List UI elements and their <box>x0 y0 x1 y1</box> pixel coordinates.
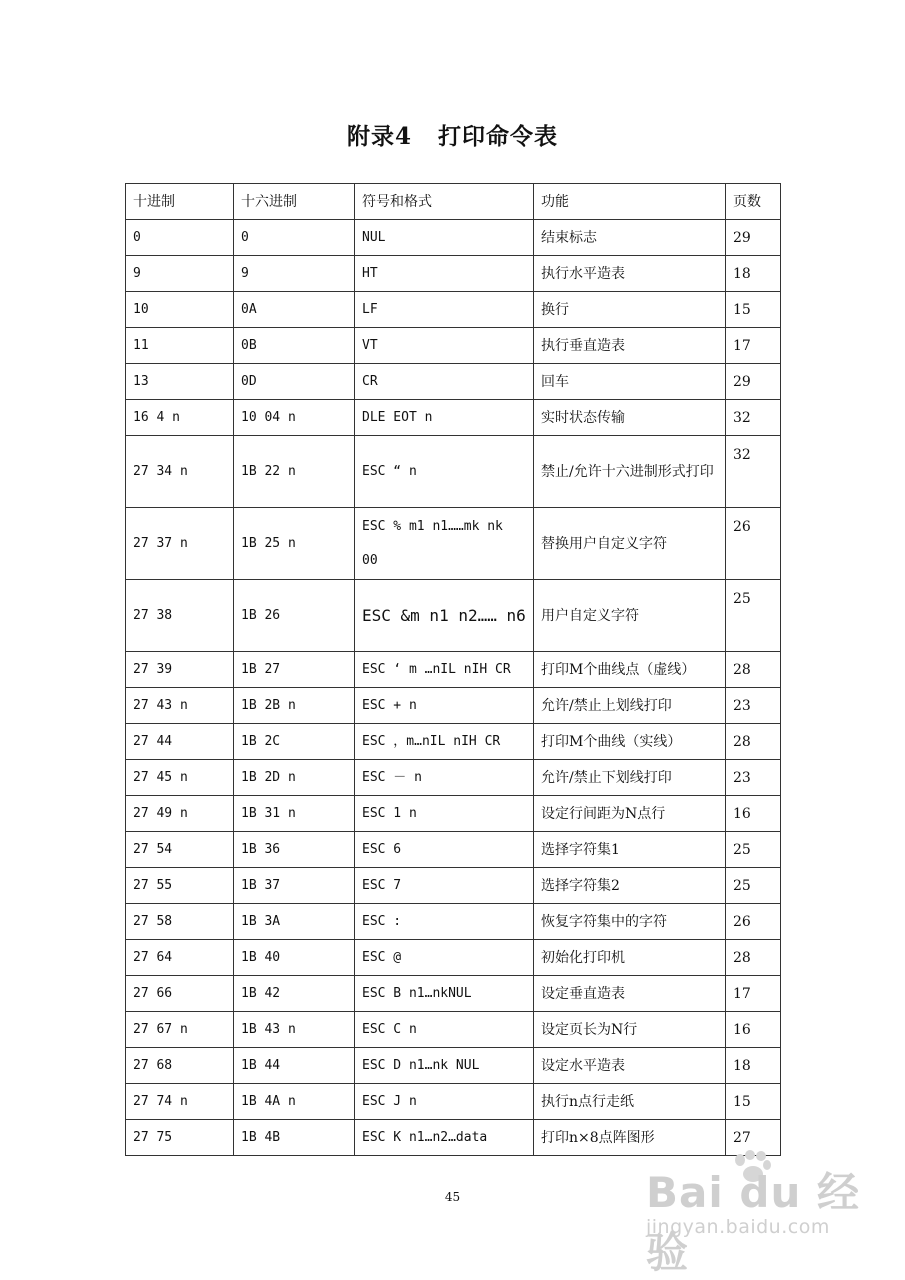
cell-func: 允许/禁止上划线打印 <box>534 688 726 724</box>
header-page: 页数 <box>726 184 781 220</box>
cell-func: 用户自定义字符 <box>534 580 726 652</box>
table-row <box>126 580 781 652</box>
cell-func: 实时状态传输 <box>534 400 726 436</box>
cell-fmt: ESC 1 n <box>355 796 534 832</box>
cell-page: 16 <box>726 796 781 832</box>
table-row <box>126 904 781 940</box>
cell-page: 16 <box>726 1012 781 1048</box>
cell-hex: 1B 25 n <box>234 508 355 580</box>
table-row <box>126 508 781 580</box>
cell-func: 结束标志 <box>534 220 726 256</box>
cell-func: 设定水平造表 <box>534 1048 726 1084</box>
cell-func: 打印M个曲线点（虚线） <box>534 652 726 688</box>
table-row <box>126 328 781 364</box>
cell-hex: 1B 3A <box>234 904 355 940</box>
cell-page: 32 <box>726 400 781 436</box>
cell-fmt: ESC &m n1 n2…… n6 <box>355 580 534 652</box>
watermark-url: jingyan.baidu.com <box>646 1216 830 1238</box>
cell-hex: 1B 2D n <box>234 760 355 796</box>
cell-dec: 27 67 n <box>126 1012 234 1048</box>
cell-fmt: CR <box>355 364 534 400</box>
cell-hex: 1B 42 <box>234 976 355 1012</box>
cell-dec: 0 <box>126 220 234 256</box>
cell-dec: 27 64 <box>126 940 234 976</box>
cell-page: 17 <box>726 328 781 364</box>
cell-fmt: ESC 7 <box>355 868 534 904</box>
table-row <box>126 688 781 724</box>
cell-fmt: LF <box>355 292 534 328</box>
cell-dec: 11 <box>126 328 234 364</box>
cell-func: 恢复字符集中的字符 <box>534 904 726 940</box>
cell-fmt: ESC － n <box>355 760 534 796</box>
watermark-brand: Bai du 经验 <box>646 1168 860 1277</box>
cell-page: 26 <box>726 904 781 940</box>
cell-dec: 27 37 n <box>126 508 234 580</box>
cell-page: 28 <box>726 652 781 688</box>
table-row <box>126 292 781 328</box>
cell-func: 设定垂直造表 <box>534 976 726 1012</box>
cell-dec: 27 38 <box>126 580 234 652</box>
cell-dec: 27 66 <box>126 976 234 1012</box>
cell-fmt: ESC % m1 n1……mk nk 00 <box>355 508 534 580</box>
header-hex: 十六进制 <box>234 184 355 220</box>
cell-dec: 27 39 <box>126 652 234 688</box>
cell-dec: 9 <box>126 256 234 292</box>
cell-dec: 27 75 <box>126 1120 234 1156</box>
title-text: 打印命令表 <box>438 123 558 150</box>
cell-func: 初始化打印机 <box>534 940 726 976</box>
cell-page: 28 <box>726 940 781 976</box>
title-appendix: 附录4 <box>346 123 412 150</box>
cell-fmt: ESC @ <box>355 940 534 976</box>
cell-page: 25 <box>726 868 781 904</box>
cell-hex: 1B 43 n <box>234 1012 355 1048</box>
cell-func: 允许/禁止下划线打印 <box>534 760 726 796</box>
cell-dec: 27 54 <box>126 832 234 868</box>
cell-hex: 0B <box>234 328 355 364</box>
cell-fmt: ESC B n1…nkNUL <box>355 976 534 1012</box>
table-row <box>126 976 781 1012</box>
cell-dec: 27 55 <box>126 868 234 904</box>
cell-func: 替换用户自定义字符 <box>534 508 726 580</box>
table-row <box>126 436 781 508</box>
cell-hex: 1B 40 <box>234 940 355 976</box>
cell-page: 25 <box>726 580 781 652</box>
cell-fmt: ESC K n1…n2…data <box>355 1120 534 1156</box>
table-row <box>126 1012 781 1048</box>
cell-fmt: ESC D n1…nk NUL <box>355 1048 534 1084</box>
cell-hex: 1B 26 <box>234 580 355 652</box>
cell-hex: 0D <box>234 364 355 400</box>
page-title <box>0 118 905 151</box>
cell-page: 29 <box>726 220 781 256</box>
cell-page: 25 <box>726 832 781 868</box>
cell-page: 27 <box>726 1120 781 1156</box>
cell-hex: 1B 44 <box>234 1048 355 1084</box>
page-number: 45 <box>444 1190 461 1204</box>
cell-hex: 10 04 n <box>234 400 355 436</box>
cell-fmt: ESC C n <box>355 1012 534 1048</box>
cell-func: 回车 <box>534 364 726 400</box>
cell-func: 禁止/允许十六进制形式打印 <box>534 436 726 508</box>
cell-func: 执行n点行走纸 <box>534 1084 726 1120</box>
header-dec: 十进制 <box>126 184 234 220</box>
cell-func: 执行垂直造表 <box>534 328 726 364</box>
cell-hex: 1B 2B n <box>234 688 355 724</box>
cell-page: 32 <box>726 436 781 508</box>
table-row <box>126 220 781 256</box>
cell-dec: 27 68 <box>126 1048 234 1084</box>
cell-fmt: DLE EOT n <box>355 400 534 436</box>
cell-page: 28 <box>726 724 781 760</box>
cell-hex: 1B 4A n <box>234 1084 355 1120</box>
table-row <box>126 364 781 400</box>
cell-page: 18 <box>726 256 781 292</box>
cell-hex: 1B 36 <box>234 832 355 868</box>
cell-hex: 9 <box>234 256 355 292</box>
cell-func: 选择字符集2 <box>534 868 726 904</box>
table-row <box>126 400 781 436</box>
table-row <box>126 1048 781 1084</box>
cell-dec: 27 58 <box>126 904 234 940</box>
cell-dec: 27 43 n <box>126 688 234 724</box>
table-row <box>126 256 781 292</box>
cell-page: 23 <box>726 760 781 796</box>
cell-func: 换行 <box>534 292 726 328</box>
cell-fmt: ESC 6 <box>355 832 534 868</box>
table-row <box>126 652 781 688</box>
cell-hex: 1B 37 <box>234 868 355 904</box>
table-row <box>126 940 781 976</box>
header-fmt: 符号和格式 <box>355 184 534 220</box>
cell-fmt: ESC J n <box>355 1084 534 1120</box>
cell-fmt: ESC : <box>355 904 534 940</box>
cell-page: 18 <box>726 1048 781 1084</box>
cell-fmt: HT <box>355 256 534 292</box>
cell-dec: 16 4 n <box>126 400 234 436</box>
command-table <box>125 183 781 1156</box>
table-row <box>126 760 781 796</box>
header-row <box>126 184 781 220</box>
cell-fmt: ESC + n <box>355 688 534 724</box>
cell-dec: 10 <box>126 292 234 328</box>
cell-func: 设定页长为N行 <box>534 1012 726 1048</box>
cell-dec: 27 34 n <box>126 436 234 508</box>
header-func: 功能 <box>534 184 726 220</box>
table-row <box>126 796 781 832</box>
cell-fmt: VT <box>355 328 534 364</box>
table-row <box>126 1084 781 1120</box>
table-row <box>126 832 781 868</box>
cell-func: 打印n×8点阵图形 <box>534 1120 726 1156</box>
cell-dec: 27 49 n <box>126 796 234 832</box>
cell-page: 26 <box>726 508 781 580</box>
cell-fmt: ESC ，m…nIL nIH CR <box>355 724 534 760</box>
cell-dec: 13 <box>126 364 234 400</box>
cell-func: 执行水平造表 <box>534 256 726 292</box>
cell-dec: 27 44 <box>126 724 234 760</box>
table-row <box>126 724 781 760</box>
cell-dec: 27 74 n <box>126 1084 234 1120</box>
cell-func: 打印M个曲线（实线） <box>534 724 726 760</box>
cell-func: 选择字符集1 <box>534 832 726 868</box>
cell-page: 17 <box>726 976 781 1012</box>
cell-hex: 1B 2C <box>234 724 355 760</box>
cell-page: 15 <box>726 1084 781 1120</box>
cell-hex: 0A <box>234 292 355 328</box>
cell-page: 15 <box>726 292 781 328</box>
cell-page: 29 <box>726 364 781 400</box>
cell-hex: 1B 27 <box>234 652 355 688</box>
cell-hex: 1B 22 n <box>234 436 355 508</box>
cell-fmt: ESC “ n <box>355 436 534 508</box>
cell-page: 23 <box>726 688 781 724</box>
cell-dec: 27 45 n <box>126 760 234 796</box>
cell-hex: 0 <box>234 220 355 256</box>
cell-hex: 1B 4B <box>234 1120 355 1156</box>
baidu-jingyan-watermark <box>640 1150 890 1277</box>
cell-hex: 1B 31 n <box>234 796 355 832</box>
cell-fmt: NUL <box>355 220 534 256</box>
cell-fmt: ESC ‘ m …nIL nIH CR <box>355 652 534 688</box>
cell-func: 设定行间距为N点行 <box>534 796 726 832</box>
table-row <box>126 868 781 904</box>
